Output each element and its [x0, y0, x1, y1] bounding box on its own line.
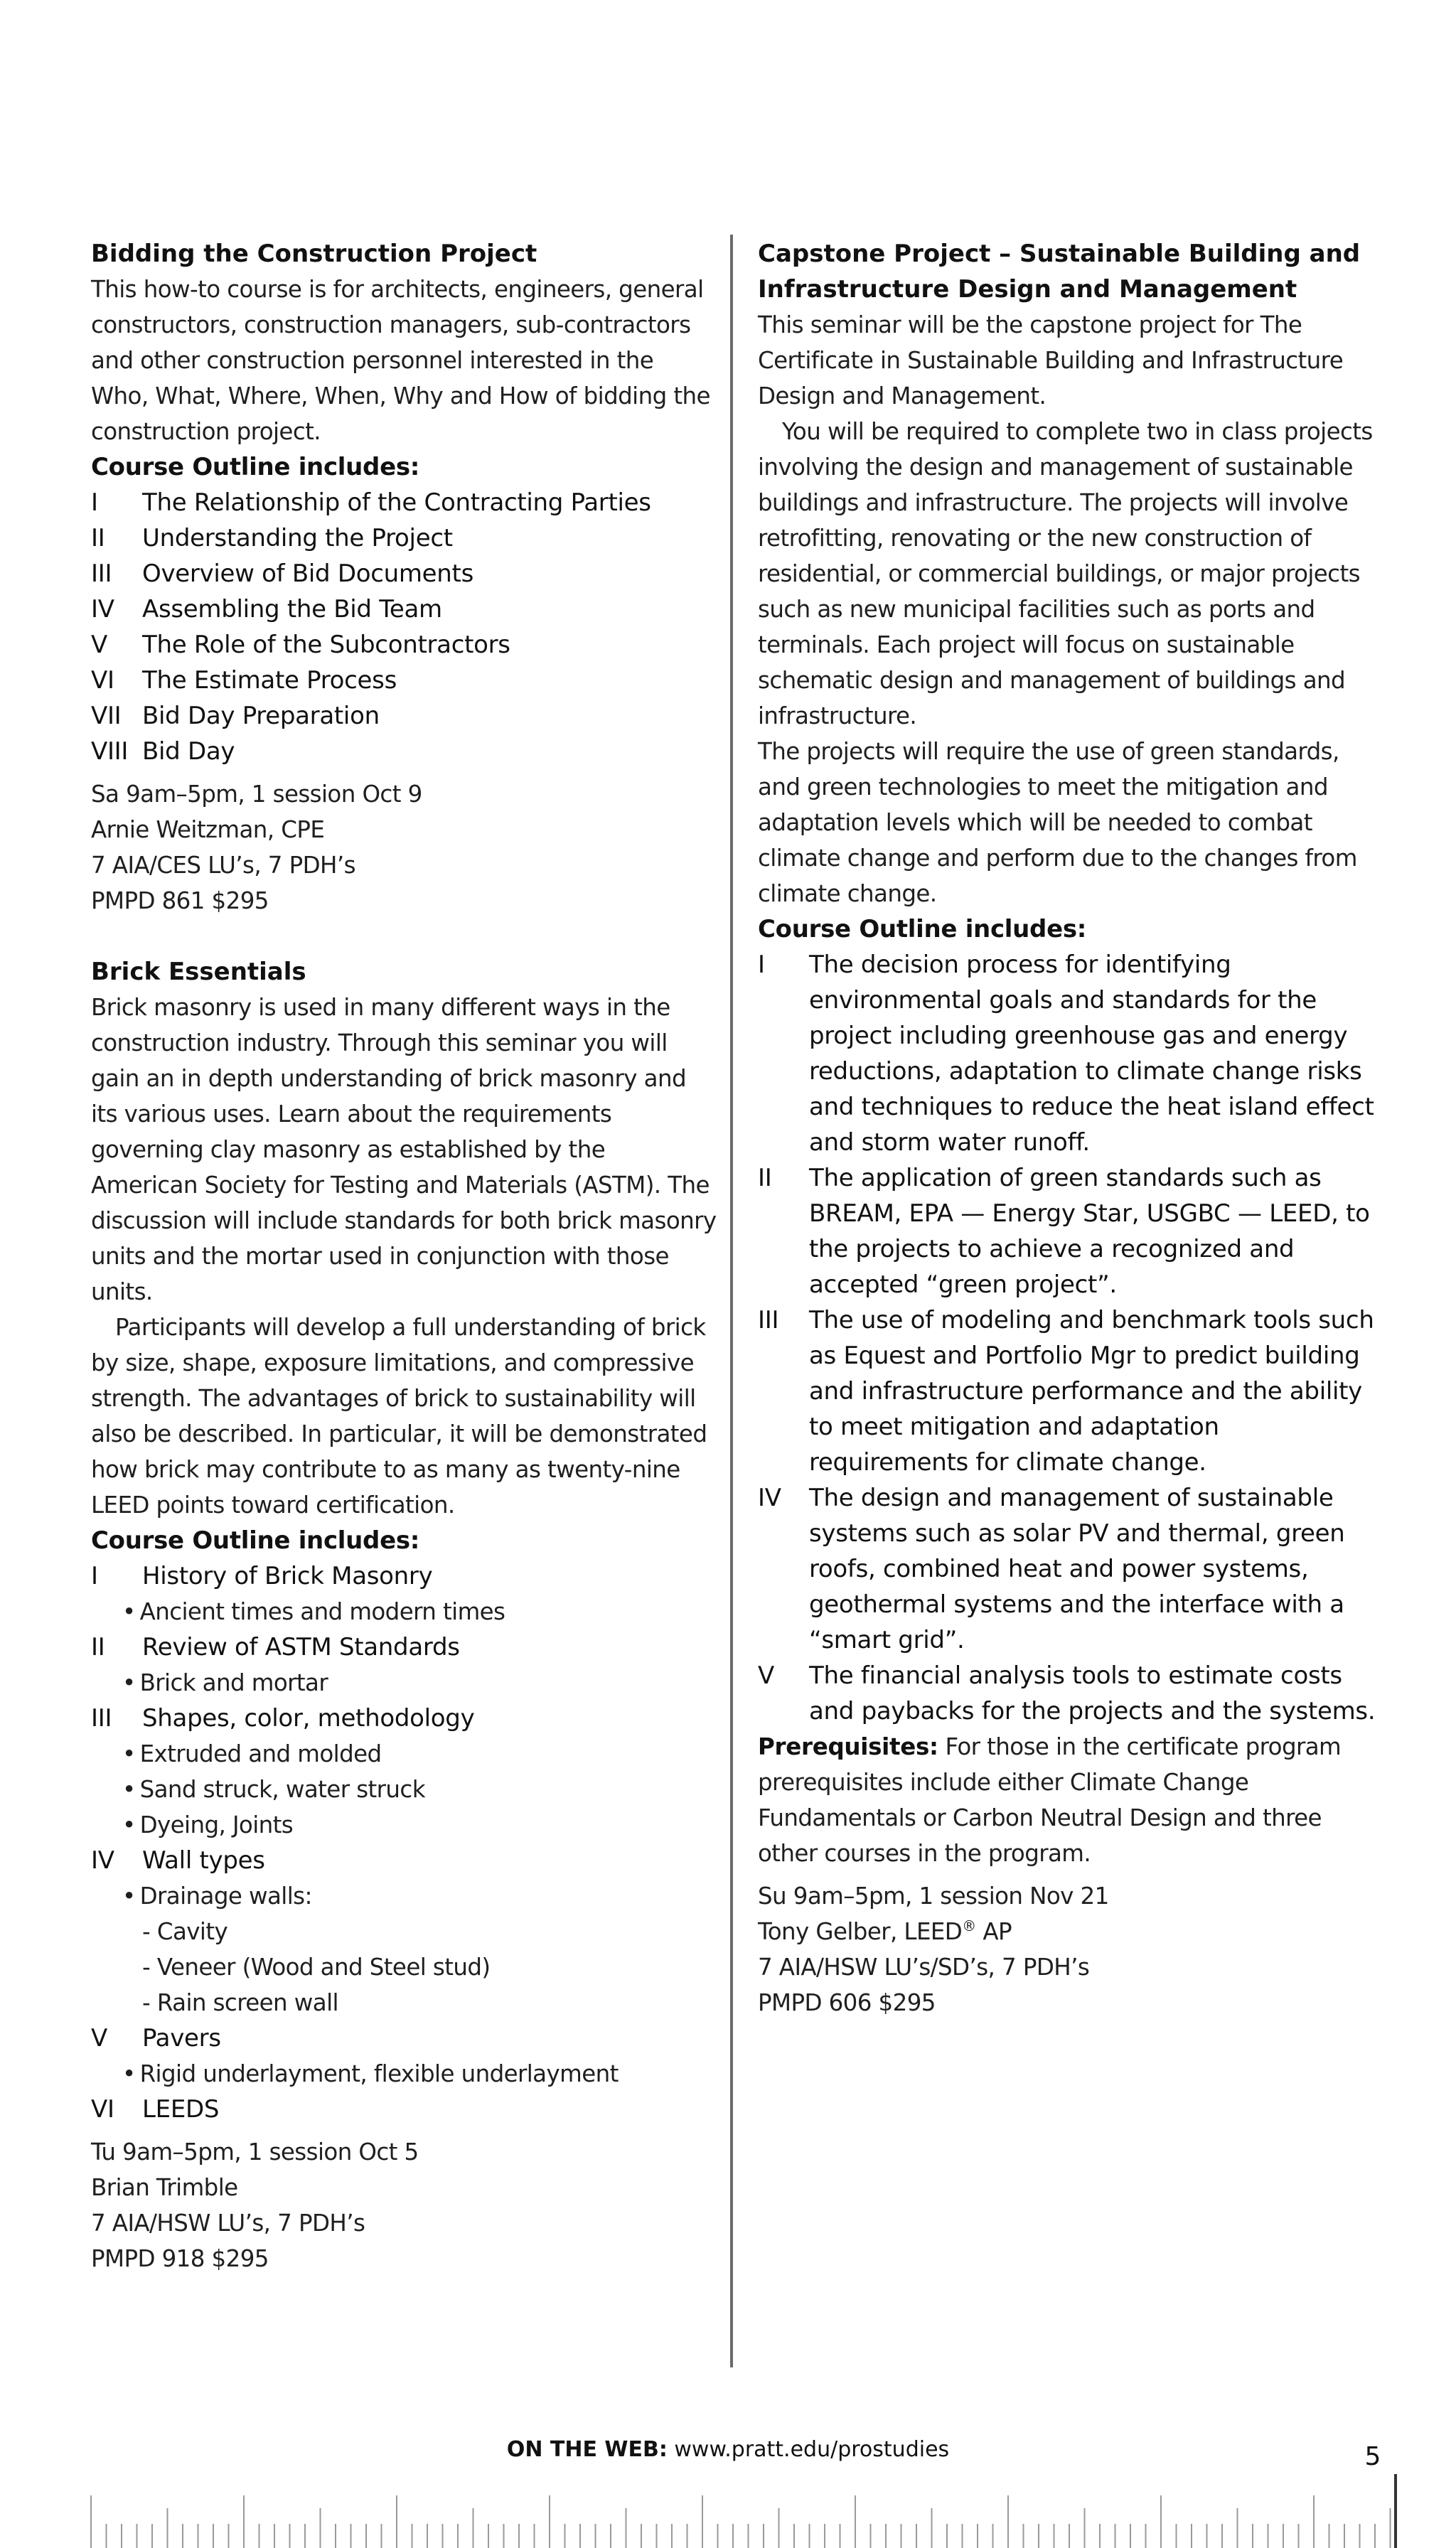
instructor: Brian Trimble — [91, 2174, 238, 2201]
course-outline — [758, 947, 1383, 1729]
schedule: Tu 9am–5pm, 1 session Oct 5 — [91, 2138, 419, 2166]
credits: 7 AIA/HSW LU’s, 7 PDH’s — [91, 2210, 365, 2237]
schedule: Su 9am–5pm, 1 session Nov 21 — [758, 1883, 1109, 1910]
course-title: Capstone Project – Sustainable Building and Infrastructure Design and Management — [758, 240, 1361, 304]
outline-label: Course Outline includes: — [91, 453, 420, 481]
outline-subsubitem: - Veneer (Wood and Steel stud) — [142, 1954, 491, 1981]
course-code-price: PMPD 861 $295 — [91, 887, 269, 914]
prerequisites-text: For those in the certificate program prerequisites include either Climate Change Fundamentals or Carbon Neutral Design and three other courses in the program. — [758, 1733, 1342, 1867]
outline-text: The design and management of sustainable systems such as solar PV and thermal, green roofs, combined heat and power systems, geothermal systems and the interface with a “smart grid”. — [809, 1484, 1345, 1654]
outline-text: The financial analysis tools to estimate costs and paybacks for the projects and the systems. — [809, 1661, 1376, 1725]
outline-item — [91, 592, 717, 627]
outline-item — [91, 627, 717, 663]
outline-subitem: • Dyeing, Joints — [122, 1811, 294, 1838]
outline-text: Review of ASTM Standards — [142, 1633, 460, 1661]
instructor: Arnie Weitzman, CPE — [91, 816, 325, 843]
outline-text: Bid Day — [142, 737, 235, 766]
outline-item — [91, 1843, 717, 1878]
outline-number: IV — [758, 1484, 781, 1512]
outline-number: V — [91, 2024, 107, 2052]
outline-item — [91, 698, 717, 734]
outline-item — [91, 520, 717, 556]
outline-number: IV — [91, 1846, 114, 1875]
course-info — [91, 2134, 717, 2276]
course-title: Brick Essentials — [91, 958, 306, 986]
outline-item — [91, 556, 717, 592]
outline-text: The decision process for identifying environmental goals and standards for the project including greenhouse gas and energy reductions, adaptation to climate change risks and techniques to reduce the heat island effect and storm water runoff. — [809, 951, 1374, 1157]
footer-label: ON THE WEB: — [506, 2437, 668, 2462]
course-outline — [91, 485, 717, 769]
bullet-icon: • — [122, 1811, 136, 1838]
prerequisites — [758, 1729, 1383, 1871]
outline-item — [91, 1558, 717, 1594]
outline-item — [91, 2020, 717, 2056]
course-description: Brick masonry is used in many different ways in the construction industry. Through this seminar you will gain an in depth understanding of brick masonry and its various uses. Learn about the requirements governing clay masonry as established by the American Society for Testing and Materials (ASTM). The discussion will include standards for both brick masonry units and the mortar used in conjunction with those units. — [91, 994, 717, 1305]
instructor: Tony Gelber, LEED® AP — [758, 1917, 1012, 1945]
course-description-2: You will be required to complete two in class projects involving the design and management of sustainable buildings and infrastructure. The projects will involve retrofitting, renovating or the new construction of residential, or commercial buildings, or major projects such as new municipal facilities such as ports and terminals. Each project will focus on sustainable schematic design and management of buildings and infrastructure. — [758, 418, 1373, 729]
outline-text: History of Brick Masonry — [142, 1562, 433, 1590]
outline-subitem: • Extruded and molded — [122, 1740, 382, 1767]
course-info — [91, 776, 717, 919]
course-code-price: PMPD 606 $295 — [758, 1989, 936, 2016]
outline-label: Course Outline includes: — [758, 915, 1087, 943]
course-capstone — [758, 236, 1383, 2020]
outline-label: Course Outline includes: — [91, 1526, 420, 1555]
bullet-icon: • — [122, 1598, 136, 1625]
outline-number: VIII — [91, 737, 129, 766]
outline-item — [758, 1658, 1383, 1729]
footer-web — [0, 2436, 1456, 2464]
outline-subsubitem: - Cavity — [142, 1918, 228, 1945]
outline-number: III — [91, 1704, 112, 1733]
outline-item — [91, 1629, 717, 1665]
course-description-3: The projects will require the use of green standards, and green technologies to meet the mitigation and adaptation levels which will be needed to combat climate change and perform due to the changes from climate change. — [758, 738, 1357, 907]
outline-text: Overview of Bid Documents — [142, 560, 473, 588]
course-code-price: PMPD 918 $295 — [91, 2245, 269, 2272]
outline-text: Wall types — [142, 1846, 265, 1875]
course-outline — [91, 1558, 717, 2127]
left-column — [91, 236, 717, 2276]
bullet-icon: • — [122, 2060, 136, 2087]
outline-number: II — [758, 1164, 772, 1192]
course-brick — [91, 954, 717, 2276]
outline-item — [91, 734, 717, 769]
outline-text: Pavers — [142, 2024, 221, 2052]
registered-mark: ® — [962, 1917, 976, 1935]
outline-item — [91, 2092, 717, 2127]
credits: 7 AIA/HSW LU’s/SD’s, 7 PDH’s — [758, 1954, 1090, 1981]
outline-item — [91, 485, 717, 520]
credits: 7 AIA/CES LU’s, 7 PDH’s — [91, 852, 355, 879]
outline-text: The use of modeling and benchmark tools such as Equest and Portfolio Mgr to predict building and infrastructure performance and the ability to meet mitigation and adaptation requirements for climate change. — [809, 1306, 1374, 1477]
section-spacer — [91, 919, 717, 954]
outline-number: IV — [91, 595, 114, 623]
course-description: This seminar will be the capstone project for The Certificate in Sustainable Building and Infrastructure Design and Management. — [758, 311, 1344, 410]
outline-item — [91, 663, 717, 698]
outline-number: VII — [91, 702, 122, 730]
bullet-icon: • — [122, 1776, 136, 1803]
outline-subitem: • Brick and mortar — [122, 1669, 328, 1696]
right-column — [758, 236, 1383, 2020]
outline-subitem: • Sand struck, water struck — [122, 1776, 425, 1803]
page-number: 5 — [1364, 2442, 1381, 2471]
outline-item — [758, 1160, 1383, 1302]
outline-number: VI — [91, 666, 114, 695]
schedule: Sa 9am–5pm, 1 session Oct 9 — [91, 781, 422, 808]
outline-subitem: • Rigid underlayment, flexible underlayment — [122, 2060, 619, 2087]
column-divider — [730, 235, 733, 2367]
outline-text: The Role of the Subcontractors — [142, 631, 510, 659]
outline-number: I — [758, 951, 765, 979]
footer-url[interactable]: www.pratt.edu/prostudies — [667, 2437, 950, 2462]
course-title: Bidding the Construction Project — [91, 240, 537, 268]
bullet-icon: • — [122, 1883, 136, 1910]
outline-text: The application of green standards such as BREAM, EPA — Energy Star, USGBC — LEED, to the projects to achieve a recognized and accepted “green project”. — [809, 1164, 1370, 1299]
outline-number: I — [91, 1562, 98, 1590]
outline-subsubitem: - Rain screen wall — [142, 1989, 338, 2016]
outline-item — [758, 1480, 1383, 1658]
course-info — [758, 1878, 1383, 2020]
outline-text: Understanding the Project — [142, 524, 453, 552]
outline-text: Shapes, color, methodology — [142, 1704, 475, 1733]
outline-text: The Estimate Process — [142, 666, 397, 695]
outline-text: Bid Day Preparation — [142, 702, 380, 730]
bullet-icon: • — [122, 1740, 136, 1767]
outline-subitem: • Drainage walls: — [122, 1883, 312, 1910]
outline-text: The Relationship of the Contracting Parties — [142, 488, 651, 517]
bullet-icon: • — [122, 1669, 136, 1696]
outline-number: III — [758, 1306, 779, 1334]
outline-item — [91, 1701, 717, 1736]
outline-item — [758, 1302, 1383, 1480]
outline-text: Assembling the Bid Team — [142, 595, 442, 623]
course-bidding — [91, 236, 717, 919]
outline-subitem: • Ancient times and modern times — [122, 1598, 505, 1625]
outline-item — [758, 947, 1383, 1160]
outline-number: II — [91, 524, 105, 552]
outline-number: V — [91, 631, 107, 659]
prerequisites-label: Prerequisites: — [758, 1733, 938, 1760]
outline-number: III — [91, 560, 112, 588]
outline-text: LEEDS — [142, 2095, 220, 2124]
course-description-2: Participants will develop a full understanding of brick by size, shape, exposure limitations, and compressive strength. The advantages of brick to sustainability will also be described. In particular, it will be demonstrated how brick may contribute to as many as twenty-nine LEED points toward certification. — [91, 1314, 707, 1519]
outline-number: VI — [91, 2095, 114, 2124]
outline-number: V — [758, 1661, 774, 1690]
decorative-ruler — [0, 2474, 1456, 2548]
outline-number: II — [91, 1633, 105, 1661]
course-description: This how-to course is for architects, engineers, general constructors, construction managers, sub-contractors and other construction personnel interested in the Who, What, Where, When, Why and How of bidding the construction project. — [91, 276, 710, 445]
outline-number: I — [91, 488, 98, 517]
